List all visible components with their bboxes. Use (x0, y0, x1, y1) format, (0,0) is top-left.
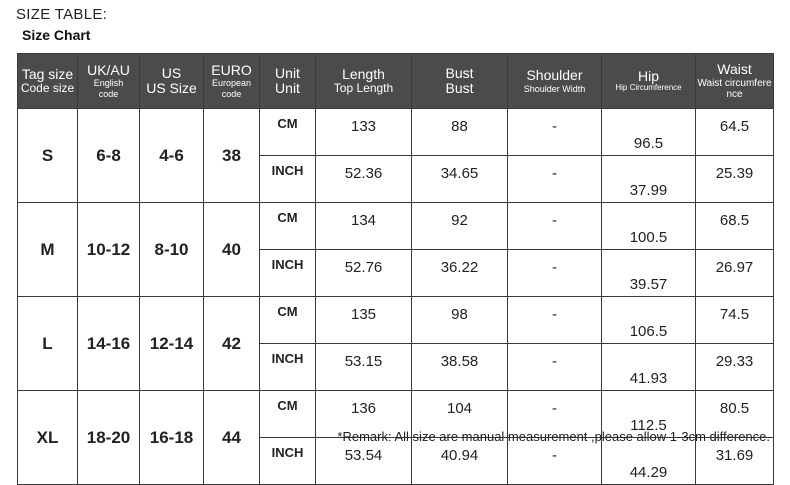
cell-us-size: 16-18 (140, 391, 204, 485)
cell-tag-size: M (18, 203, 78, 297)
cell-shoulder: - (508, 297, 602, 344)
cell-unit: INCH (260, 250, 316, 297)
cell-shoulder: - (508, 203, 602, 250)
cell-length: 136 (316, 391, 412, 438)
header-euro-sub1: European (211, 78, 252, 89)
header-us-sub: US Size (146, 80, 197, 96)
cell-unit: CM (260, 109, 316, 156)
cell-shoulder: - (508, 438, 602, 485)
cell-length: 52.76 (316, 250, 412, 297)
header-tag-sub: Code size (20, 81, 75, 96)
cell-length: 133 (316, 109, 412, 156)
table-row-m-cm (18, 203, 774, 250)
cell-hip: 96.5 (602, 109, 696, 156)
size-chart-table (17, 53, 774, 485)
header-length (316, 54, 412, 109)
header-bust (412, 54, 508, 109)
cell-shoulder: - (508, 250, 602, 297)
cell-unit: INCH (260, 156, 316, 203)
header-hip-sub: Hip Circumference (615, 83, 682, 93)
cell-hip: 37.99 (602, 156, 696, 203)
cell-unit: CM (260, 391, 316, 438)
cell-hip: 44.29 (602, 438, 696, 485)
page-title: SIZE TABLE: (16, 6, 108, 23)
header-shoulder-main: Shoulder (526, 67, 583, 84)
header-euro-main: EURO (211, 61, 252, 78)
cell-bust: 98 (412, 297, 508, 344)
header-unit (260, 54, 316, 109)
size-chart-title: Size Chart (22, 27, 91, 43)
cell-hip: 106.5 (602, 297, 696, 344)
cell-waist: 29.33 (696, 344, 774, 391)
remark-note: *Remark: All size are manual measurement ,please allow 1-3cm difference. (337, 429, 770, 444)
cell-hip: 41.93 (602, 344, 696, 391)
cell-waist: 64.5 (696, 109, 774, 156)
cell-shoulder: - (508, 156, 602, 203)
table-row-l-cm (18, 297, 774, 344)
header-shoulder (508, 54, 602, 109)
header-us-main: US (161, 64, 182, 81)
cell-length: 135 (316, 297, 412, 344)
cell-waist: 25.39 (696, 156, 774, 203)
header-bust-sub: Bust (445, 80, 474, 96)
table-row-s-cm (18, 109, 774, 156)
header-bust-main: Bust (445, 64, 474, 81)
cell-bust: 34.65 (412, 156, 508, 203)
cell-hip: 39.57 (602, 250, 696, 297)
cell-us-size: 8-10 (140, 203, 204, 297)
header-hip-main: Hip (637, 67, 659, 84)
header-unit-sub: Unit (275, 80, 300, 96)
cell-unit: INCH (260, 438, 316, 485)
cell-waist: 26.97 (696, 250, 774, 297)
header-uk-sub2: code (98, 88, 119, 99)
cell-uk-size: 6-8 (78, 109, 140, 203)
cell-bust: 40.94 (412, 438, 508, 485)
cell-unit: INCH (260, 344, 316, 391)
header-uk-sub1: English (93, 78, 124, 89)
cell-hip: 100.5 (602, 203, 696, 250)
header-length-sub: Top Length (333, 81, 394, 96)
header-uk-main: UK/AU (87, 61, 130, 78)
cell-length: 53.54 (316, 438, 412, 485)
header-uk-au (78, 54, 140, 109)
cell-waist: 31.69 (696, 438, 774, 485)
header-tag-main: Tag size (21, 65, 74, 82)
cell-bust: 36.22 (412, 250, 508, 297)
header-euro (204, 54, 260, 109)
cell-us-size: 4-6 (140, 109, 204, 203)
cell-unit: CM (260, 203, 316, 250)
cell-waist: 68.5 (696, 203, 774, 250)
cell-bust: 104 (412, 391, 508, 438)
cell-euro-size: 38 (204, 109, 260, 203)
cell-tag-size: XL (18, 391, 78, 485)
cell-length: 53.15 (316, 344, 412, 391)
cell-uk-size: 14-16 (78, 297, 140, 391)
cell-shoulder: - (508, 109, 602, 156)
cell-tag-size: S (18, 109, 78, 203)
cell-waist: 74.5 (696, 297, 774, 344)
header-us (140, 54, 204, 109)
header-waist (696, 54, 774, 109)
header-euro-sub2: code (221, 88, 242, 99)
cell-length: 134 (316, 203, 412, 250)
header-unit-main: Unit (275, 64, 300, 81)
cell-shoulder: - (508, 344, 602, 391)
table-header-row (18, 54, 774, 109)
header-shoulder-sub: Shoulder Width (523, 83, 586, 94)
header-waist-main: Waist (717, 61, 752, 78)
cell-waist: 80.5 (696, 391, 774, 438)
header-tag-size (18, 54, 78, 109)
cell-hip: 112.5 (602, 391, 696, 438)
cell-euro-size: 42 (204, 297, 260, 391)
cell-tag-size: L (18, 297, 78, 391)
cell-euro-size: 40 (204, 203, 260, 297)
header-length-main: Length (342, 65, 385, 82)
header-waist-sub: Waist circumference (697, 77, 772, 100)
cell-shoulder: - (508, 391, 602, 438)
cell-uk-size: 18-20 (78, 391, 140, 485)
cell-bust: 38.58 (412, 344, 508, 391)
header-hip (602, 54, 696, 109)
cell-length: 52.36 (316, 156, 412, 203)
cell-bust: 92 (412, 203, 508, 250)
cell-euro-size: 44 (204, 391, 260, 485)
cell-us-size: 12-14 (140, 297, 204, 391)
cell-bust: 88 (412, 109, 508, 156)
cell-unit: CM (260, 297, 316, 344)
cell-uk-size: 10-12 (78, 203, 140, 297)
